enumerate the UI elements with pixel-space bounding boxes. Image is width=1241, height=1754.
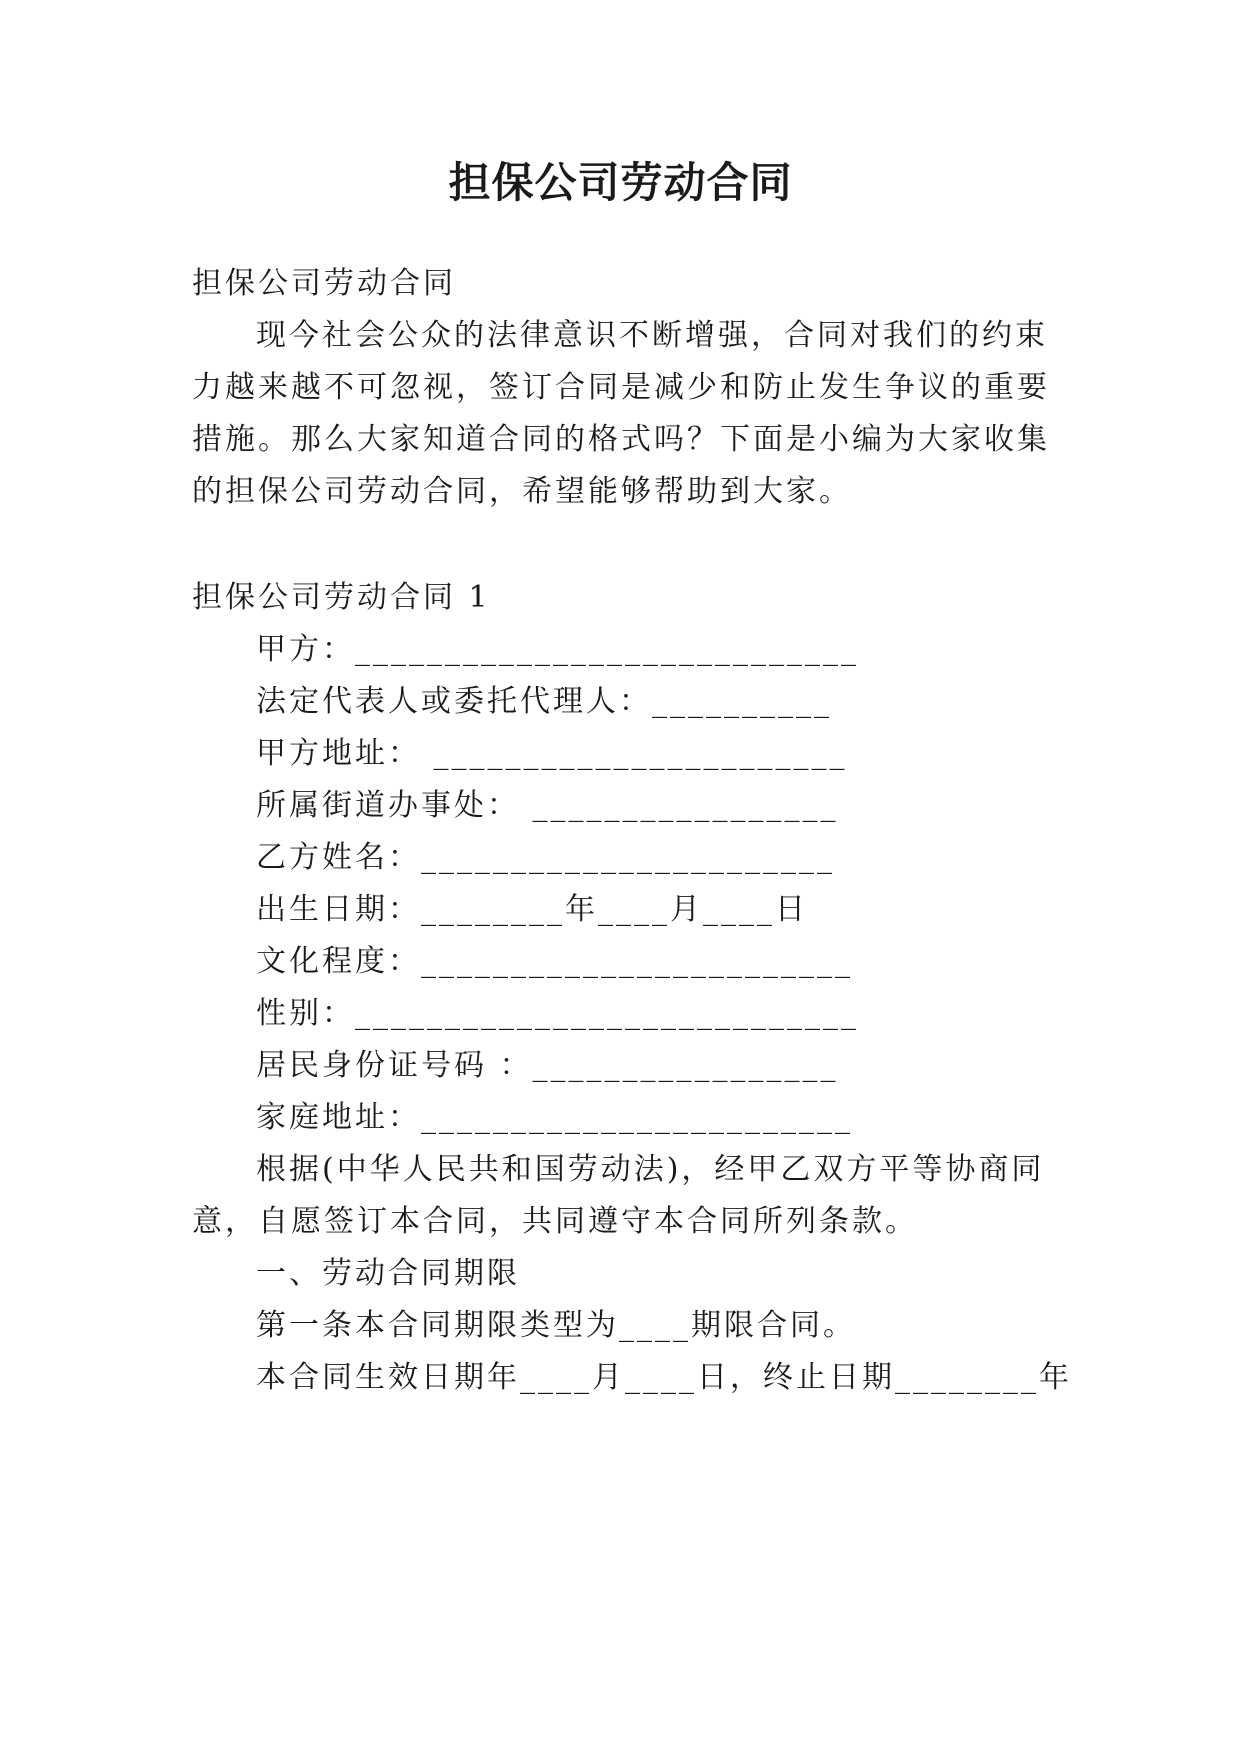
intro-line-4: 的担保公司劳动合同，希望能够帮助到大家。 [192,474,852,509]
document-subtitle: 担保公司劳动合同 [192,266,456,301]
field-party-b-name: 乙方姓名：_______________________ [256,840,835,875]
field-birth-date: 出生日期：________年____月____日 [256,892,808,927]
document-title: 担保公司劳动合同 [448,158,793,207]
clause-line-2: 本合同生效日期年____月____日，终止日期________年 [256,1360,1072,1395]
basis-line-1: 根据(中华人民共和国劳动法)，经甲乙双方平等协商同 [256,1152,1045,1187]
field-gender: 性别：____________________________ [256,996,859,1031]
clause-line-1: 第一条本合同期限类型为____期限合同。 [256,1308,856,1343]
field-home-address: 家庭地址：________________________ [256,1100,853,1135]
field-id-number: 居民身份证号码 ：_________________ [256,1048,839,1083]
intro-line-1: 现今社会公众的法律意识不断增强，合同对我们的约束 [256,318,1048,353]
field-party-a: 甲方：____________________________ [256,632,859,667]
section-heading: 担保公司劳动合同 1 [192,580,491,615]
intro-line-2: 力越来越不可忽视，签订合同是减少和防止发生争议的重要 [192,370,1050,405]
field-street-office: 所属街道办事处： _________________ [256,788,839,823]
clause-heading: 一、劳动合同期限 [256,1256,520,1291]
field-party-a-address: 甲方地址： _______________________ [256,736,848,771]
field-legal-representative: 法定代表人或委托代理人：__________ [256,684,832,719]
basis-line-2: 意，自愿签订本合同，共同遵守本合同所列条款。 [192,1204,918,1239]
intro-line-3: 措施。那么大家知道合同的格式吗？下面是小编为大家收集 [192,422,1050,457]
field-education: 文化程度：________________________ [256,944,853,979]
